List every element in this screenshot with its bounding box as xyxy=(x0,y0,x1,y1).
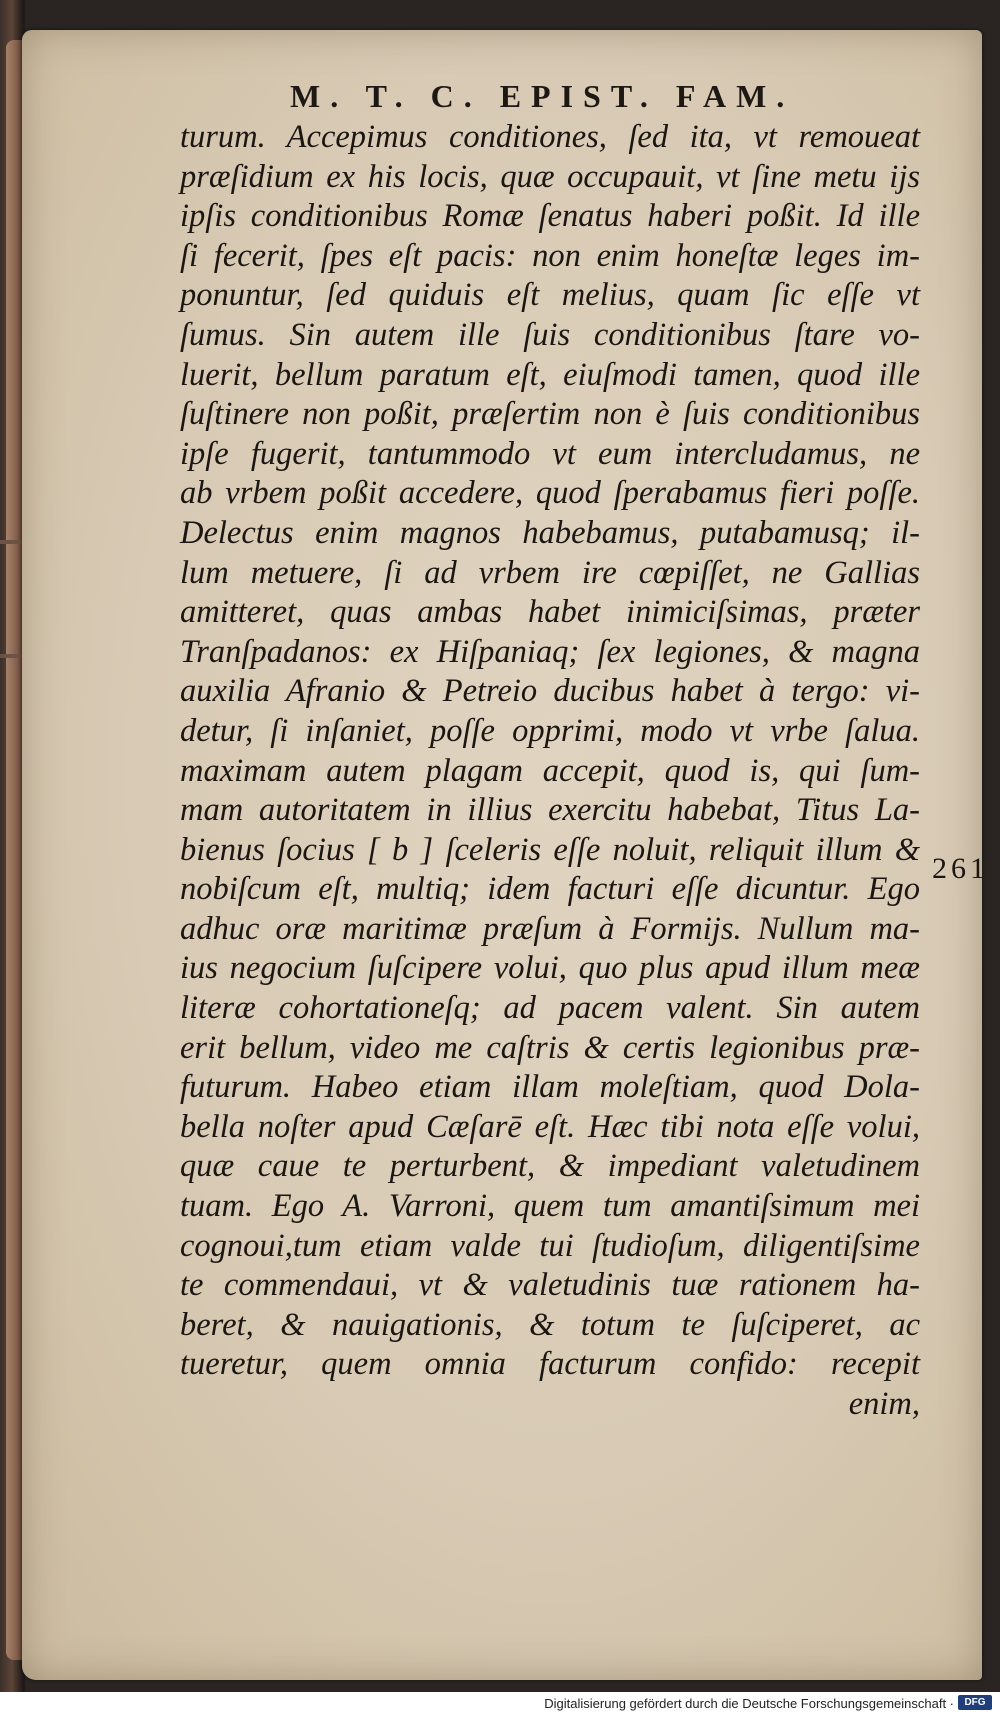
text-line: ius negocium ſuſcipere volui, quo plus apud illum meæ xyxy=(180,950,920,987)
text-line: cognoui,tum etiam valde tui ſtudioſum, diligentiſsime xyxy=(180,1227,920,1264)
text-line: ſi fecerit, ſpes eſt pacis: non enim honeſtæ leges im- xyxy=(180,237,920,274)
text-line: ab vrbem poßit accedere, quod ſperabamus fieri poſſe. xyxy=(180,475,920,512)
text-line: mam autoritatem in illius exercitu habebat, Titus La- xyxy=(180,792,920,829)
text-line: ipſe fugerit, tantummodo vt eum intercludamus, ne xyxy=(180,435,920,472)
text-line: te commendaui, vt & valetudinis tuæ rationem ha- xyxy=(180,1267,920,1304)
text-line: beret, & nauigationis, & totum te ſuſciperet, ac xyxy=(180,1306,920,1343)
text-line: quæ caue te perturbent, & impediant valetudinem xyxy=(180,1148,920,1185)
footer-credit: Digitalisierung gefördert durch die Deutsche Forschungsgemeinschaft · xyxy=(544,1696,954,1711)
text-line: bienus ſocius [ b ] ſceleris eſſe noluit, reliquit illum & xyxy=(180,831,920,868)
text-line: ſuſtinere non poßit, præſertim non è ſuis conditionibus xyxy=(180,396,920,433)
running-title: M. T. C. EPIST. FAM. xyxy=(290,78,795,114)
text-line: nobiſcum eſt, multiq; idem facturi eſſe dicuntur. Ego xyxy=(180,871,920,908)
text-line: lum metuere, ſi ad vrbem ire cœpiſſet, ne Gallias xyxy=(180,554,920,591)
text-line: bella noſter apud Cæſarē eſt. Hæc tibi nota eſſe volui, xyxy=(180,1108,920,1145)
page-number: 261 xyxy=(932,852,989,885)
text-line: adhuc oræ maritimæ præſum à Formijs. Nullum ma- xyxy=(180,910,920,947)
text-line: luerit, bellum paratum eſt, eiuſmodi tamen, quod ille xyxy=(180,356,920,393)
text-line: futurum. Habeo etiam illam moleſtiam, quod Dola- xyxy=(180,1069,920,1106)
text-line: præſidium ex his locis, quæ occupauit, vt ſine metu ijs xyxy=(180,158,920,195)
text-line: amitteret, quas ambas habet inimiciſsimas, præter xyxy=(180,594,920,631)
text-line: Delectus enim magnos habebamus, putabamusq; il- xyxy=(180,514,920,551)
text-line: erit bellum, video me caſtris & certis legionibus præ- xyxy=(180,1029,920,1066)
text-line: detur, ſi inſaniet, poſſe opprimi, modo vt vrbe ſalua. xyxy=(180,712,920,749)
footer-bar xyxy=(0,1692,1000,1714)
text-line: ipſis conditionibus Romæ ſenatus haberi poßit. Id ille xyxy=(180,198,920,235)
text-line: literæ cohortationeſq; ad pacem valent. Sin autem xyxy=(180,990,920,1027)
text-line: turum. Accepimus conditiones, ſed ita, vt remoueat xyxy=(180,119,920,155)
text-line: maximam autem plagam accepit, quod is, qui ſum- xyxy=(180,752,920,789)
text-line: tueretur, quem omnia facturum confido: recepit xyxy=(180,1346,920,1383)
text-line: ponuntur, ſed quiduis eſt melius, quam ſic eſſe vt xyxy=(180,277,920,314)
text-line: auxilia Afranio & Petreio ducibus habet à tergo: vi- xyxy=(180,673,920,710)
text-line: ſumus. Sin autem ille ſuis conditionibus ſtare vo- xyxy=(180,316,920,353)
text-line: tuam. Ego A. Varroni, quem tum amantiſsimum mei xyxy=(180,1188,920,1225)
text-line: Tranſpadanos: ex Hiſpaniaq; ſex legiones, & magna xyxy=(180,633,920,670)
dfg-logo-icon[interactable]: DFG xyxy=(958,1695,992,1710)
text-line: enim, xyxy=(848,1386,920,1422)
page-body xyxy=(180,118,920,1425)
